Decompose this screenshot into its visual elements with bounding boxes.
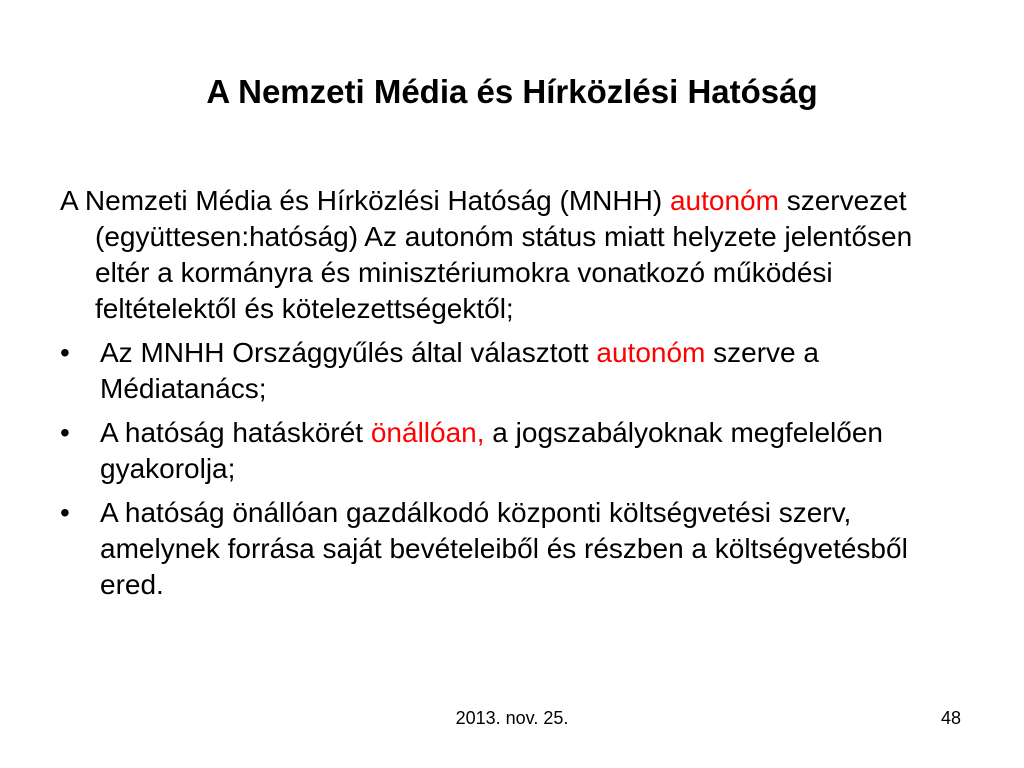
bullet-point-icon: • <box>60 337 70 368</box>
slide-content <box>60 183 960 611</box>
bullet-2-highlight: önállóan, <box>370 417 485 448</box>
bullet-2-text-end: a jogszabályoknak megfelelően gyakorolja; <box>100 417 883 484</box>
slide-title: A Nemzeti Média és Hírközlési Hatóság <box>206 73 818 110</box>
bullet-2-text-start: A hatóság hatáskörét <box>100 417 371 448</box>
bullet-item-3 <box>60 495 960 603</box>
bullet-1-text-start: Az MNHH Országgyűlés által választott <box>100 337 597 368</box>
bullet-1-highlight: autonóm <box>596 337 706 368</box>
page-number: 48 <box>940 708 961 728</box>
bullet-point-icon: • <box>60 417 70 448</box>
intro-paragraph <box>60 183 960 327</box>
bullet-1-text-end: szerve a Médiatanács; <box>100 337 819 404</box>
intro-text-start: A Nemzeti Média és Hírközlési Hatóság (MNHH) <box>60 185 670 216</box>
bullet-item-2 <box>60 415 960 487</box>
bullet-item-1 <box>60 335 960 407</box>
footer-date: 2013. nov. 25. <box>455 708 569 728</box>
bullet-point-icon: • <box>60 497 70 528</box>
bullet-3-text: A hatóság önállóan gazdálkodó központi költségvetési szerv, amelynek forrása saját bevételeiből és részben a költségvetésből ered. <box>100 497 908 600</box>
intro-highlight: autonóm <box>669 185 779 216</box>
intro-text-end: szervezet (együttesen:hatóság) Az autonóm státus miatt helyzete jelentősen eltér a kormányra és minisztériumokra vonatkozó működési feltételektől és kötelezettségektől; <box>95 185 913 324</box>
